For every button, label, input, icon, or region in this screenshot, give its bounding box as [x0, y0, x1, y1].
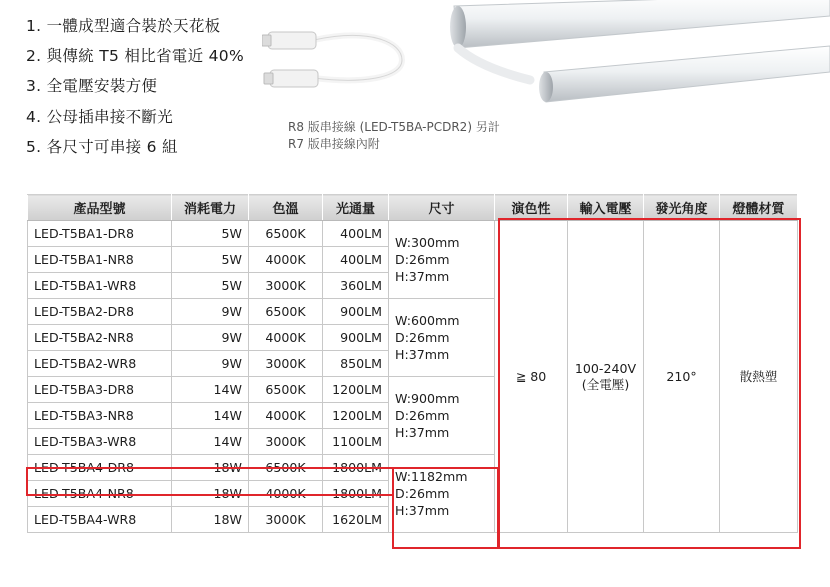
- cell-model: LED-T5BA4-WR8: [28, 507, 172, 533]
- cell-lumen: 1200LM: [323, 403, 389, 429]
- header-angle: 發光角度: [644, 195, 720, 221]
- header-power: 消耗電力: [172, 195, 249, 221]
- cell-lumen: 900LM: [323, 299, 389, 325]
- voltage-range: 100-240V: [574, 360, 637, 376]
- cell-lumen: 1100LM: [323, 429, 389, 455]
- cell-lumen: 850LM: [323, 351, 389, 377]
- size-width: W:300mm: [395, 235, 460, 250]
- cell-lumen: 1800LM: [323, 481, 389, 507]
- cell-power: 14W: [172, 429, 249, 455]
- header-lumen: 光通量: [323, 195, 389, 221]
- cell-lumen: 1620LM: [323, 507, 389, 533]
- cell-cct: 4000K: [249, 325, 323, 351]
- tube-lower: [544, 46, 830, 102]
- cell-cct: 3000K: [249, 429, 323, 455]
- feature-item: 5. 各尺寸可串接 6 組: [26, 137, 178, 156]
- cell-model: LED-T5BA2-NR8: [28, 325, 172, 351]
- cell-cct: 4000K: [249, 403, 323, 429]
- cell-power: 18W: [172, 507, 249, 533]
- cell-cct: 3000K: [249, 507, 323, 533]
- cell-power: 18W: [172, 455, 249, 481]
- cell-lumen: 1800LM: [323, 455, 389, 481]
- header-material: 燈體材質: [720, 195, 798, 221]
- size-height: H:37mm: [395, 503, 450, 518]
- size-height: H:37mm: [395, 269, 450, 284]
- product-photo: [262, 0, 830, 192]
- cell-cct: 4000K: [249, 481, 323, 507]
- cell-lumen: 400LM: [323, 247, 389, 273]
- connector-plug-upper: [262, 32, 316, 49]
- tube-lower-cap: [539, 72, 553, 102]
- header-size: 尺寸: [389, 195, 495, 221]
- cell-power: 9W: [172, 299, 249, 325]
- cell-power: 9W: [172, 351, 249, 377]
- size-depth: D:26mm: [395, 486, 450, 501]
- cell-power: 14W: [172, 377, 249, 403]
- cell-cct: 3000K: [249, 273, 323, 299]
- header-model: 產品型號: [28, 195, 172, 221]
- tube-upper: [454, 0, 830, 48]
- cell-lumen: 400LM: [323, 221, 389, 247]
- header-voltage: 輸入電壓: [568, 195, 644, 221]
- voltage-note: (全電壓): [581, 376, 630, 392]
- size-width: W:900mm: [395, 391, 460, 406]
- cell-model: LED-T5BA1-NR8: [28, 247, 172, 273]
- size-height: H:37mm: [395, 425, 450, 440]
- header-cct: 色溫: [249, 195, 323, 221]
- cell-power: 5W: [172, 221, 249, 247]
- cable-note-line: R7 版串接線內附: [288, 137, 380, 151]
- cell-model: LED-T5BA2-DR8: [28, 299, 172, 325]
- feature-list: [26, 12, 244, 163]
- cell-cct: 6500K: [249, 455, 323, 481]
- size-depth: D:26mm: [395, 252, 450, 267]
- cell-size: [389, 221, 495, 299]
- cell-model: LED-T5BA3-DR8: [28, 377, 172, 403]
- spec-table: [27, 194, 798, 533]
- cell-model: LED-T5BA3-NR8: [28, 403, 172, 429]
- cell-power: 14W: [172, 403, 249, 429]
- cell-cct: 4000K: [249, 247, 323, 273]
- cell-model: LED-T5BA1-DR8: [28, 221, 172, 247]
- feature-item: 1. 一體成型適合裝於天花板: [26, 17, 221, 35]
- size-width: W:600mm: [395, 313, 460, 328]
- feature-item: 2. 與傳統 T5 相比省電近 40%: [26, 47, 244, 66]
- cell-power: 5W: [172, 247, 249, 273]
- cell-power: 9W: [172, 325, 249, 351]
- size-depth: D:26mm: [395, 408, 450, 423]
- size-depth: D:26mm: [395, 330, 450, 345]
- cell-material: 散熱塑: [720, 221, 798, 533]
- feature-item: 4. 公母插串接不斷光: [26, 107, 174, 126]
- cell-model: LED-T5BA4-NR8: [28, 481, 172, 507]
- cell-model: LED-T5BA3-WR8: [28, 429, 172, 455]
- cell-cct: 6500K: [249, 221, 323, 247]
- size-height: H:37mm: [395, 347, 450, 362]
- table-header-row: [28, 195, 798, 221]
- cell-size: [389, 377, 495, 455]
- cell-size: [389, 455, 495, 533]
- cell-cct: 3000K: [249, 351, 323, 377]
- cell-voltage: [568, 221, 644, 533]
- cell-model: LED-T5BA4-DR8: [28, 455, 172, 481]
- cell-size: [389, 299, 495, 377]
- cell-cct: 6500K: [249, 377, 323, 403]
- cell-model: LED-T5BA1-WR8: [28, 273, 172, 299]
- tube-upper-cap: [450, 6, 466, 48]
- cell-lumen: 360LM: [323, 273, 389, 299]
- cell-cct: 6500K: [249, 299, 323, 325]
- cell-model: LED-T5BA2-WR8: [28, 351, 172, 377]
- size-width: W:1182mm: [395, 469, 468, 484]
- table-row: [28, 221, 798, 247]
- cell-power: 18W: [172, 481, 249, 507]
- connector-plug-lower: [264, 70, 318, 87]
- cell-cri: ≧ 80: [495, 221, 568, 533]
- cell-power: 5W: [172, 273, 249, 299]
- cell-lumen: 1200LM: [323, 377, 389, 403]
- header-cri: 演色性: [495, 195, 568, 221]
- cell-lumen: 900LM: [323, 325, 389, 351]
- feature-item: 3. 全電壓安裝方便: [26, 77, 158, 96]
- cell-angle: 210°: [644, 221, 720, 533]
- cable-note-line: R8 版串接線 (LED-T5BA-PCDR2) 另計: [288, 120, 500, 134]
- cable-note: [288, 119, 500, 153]
